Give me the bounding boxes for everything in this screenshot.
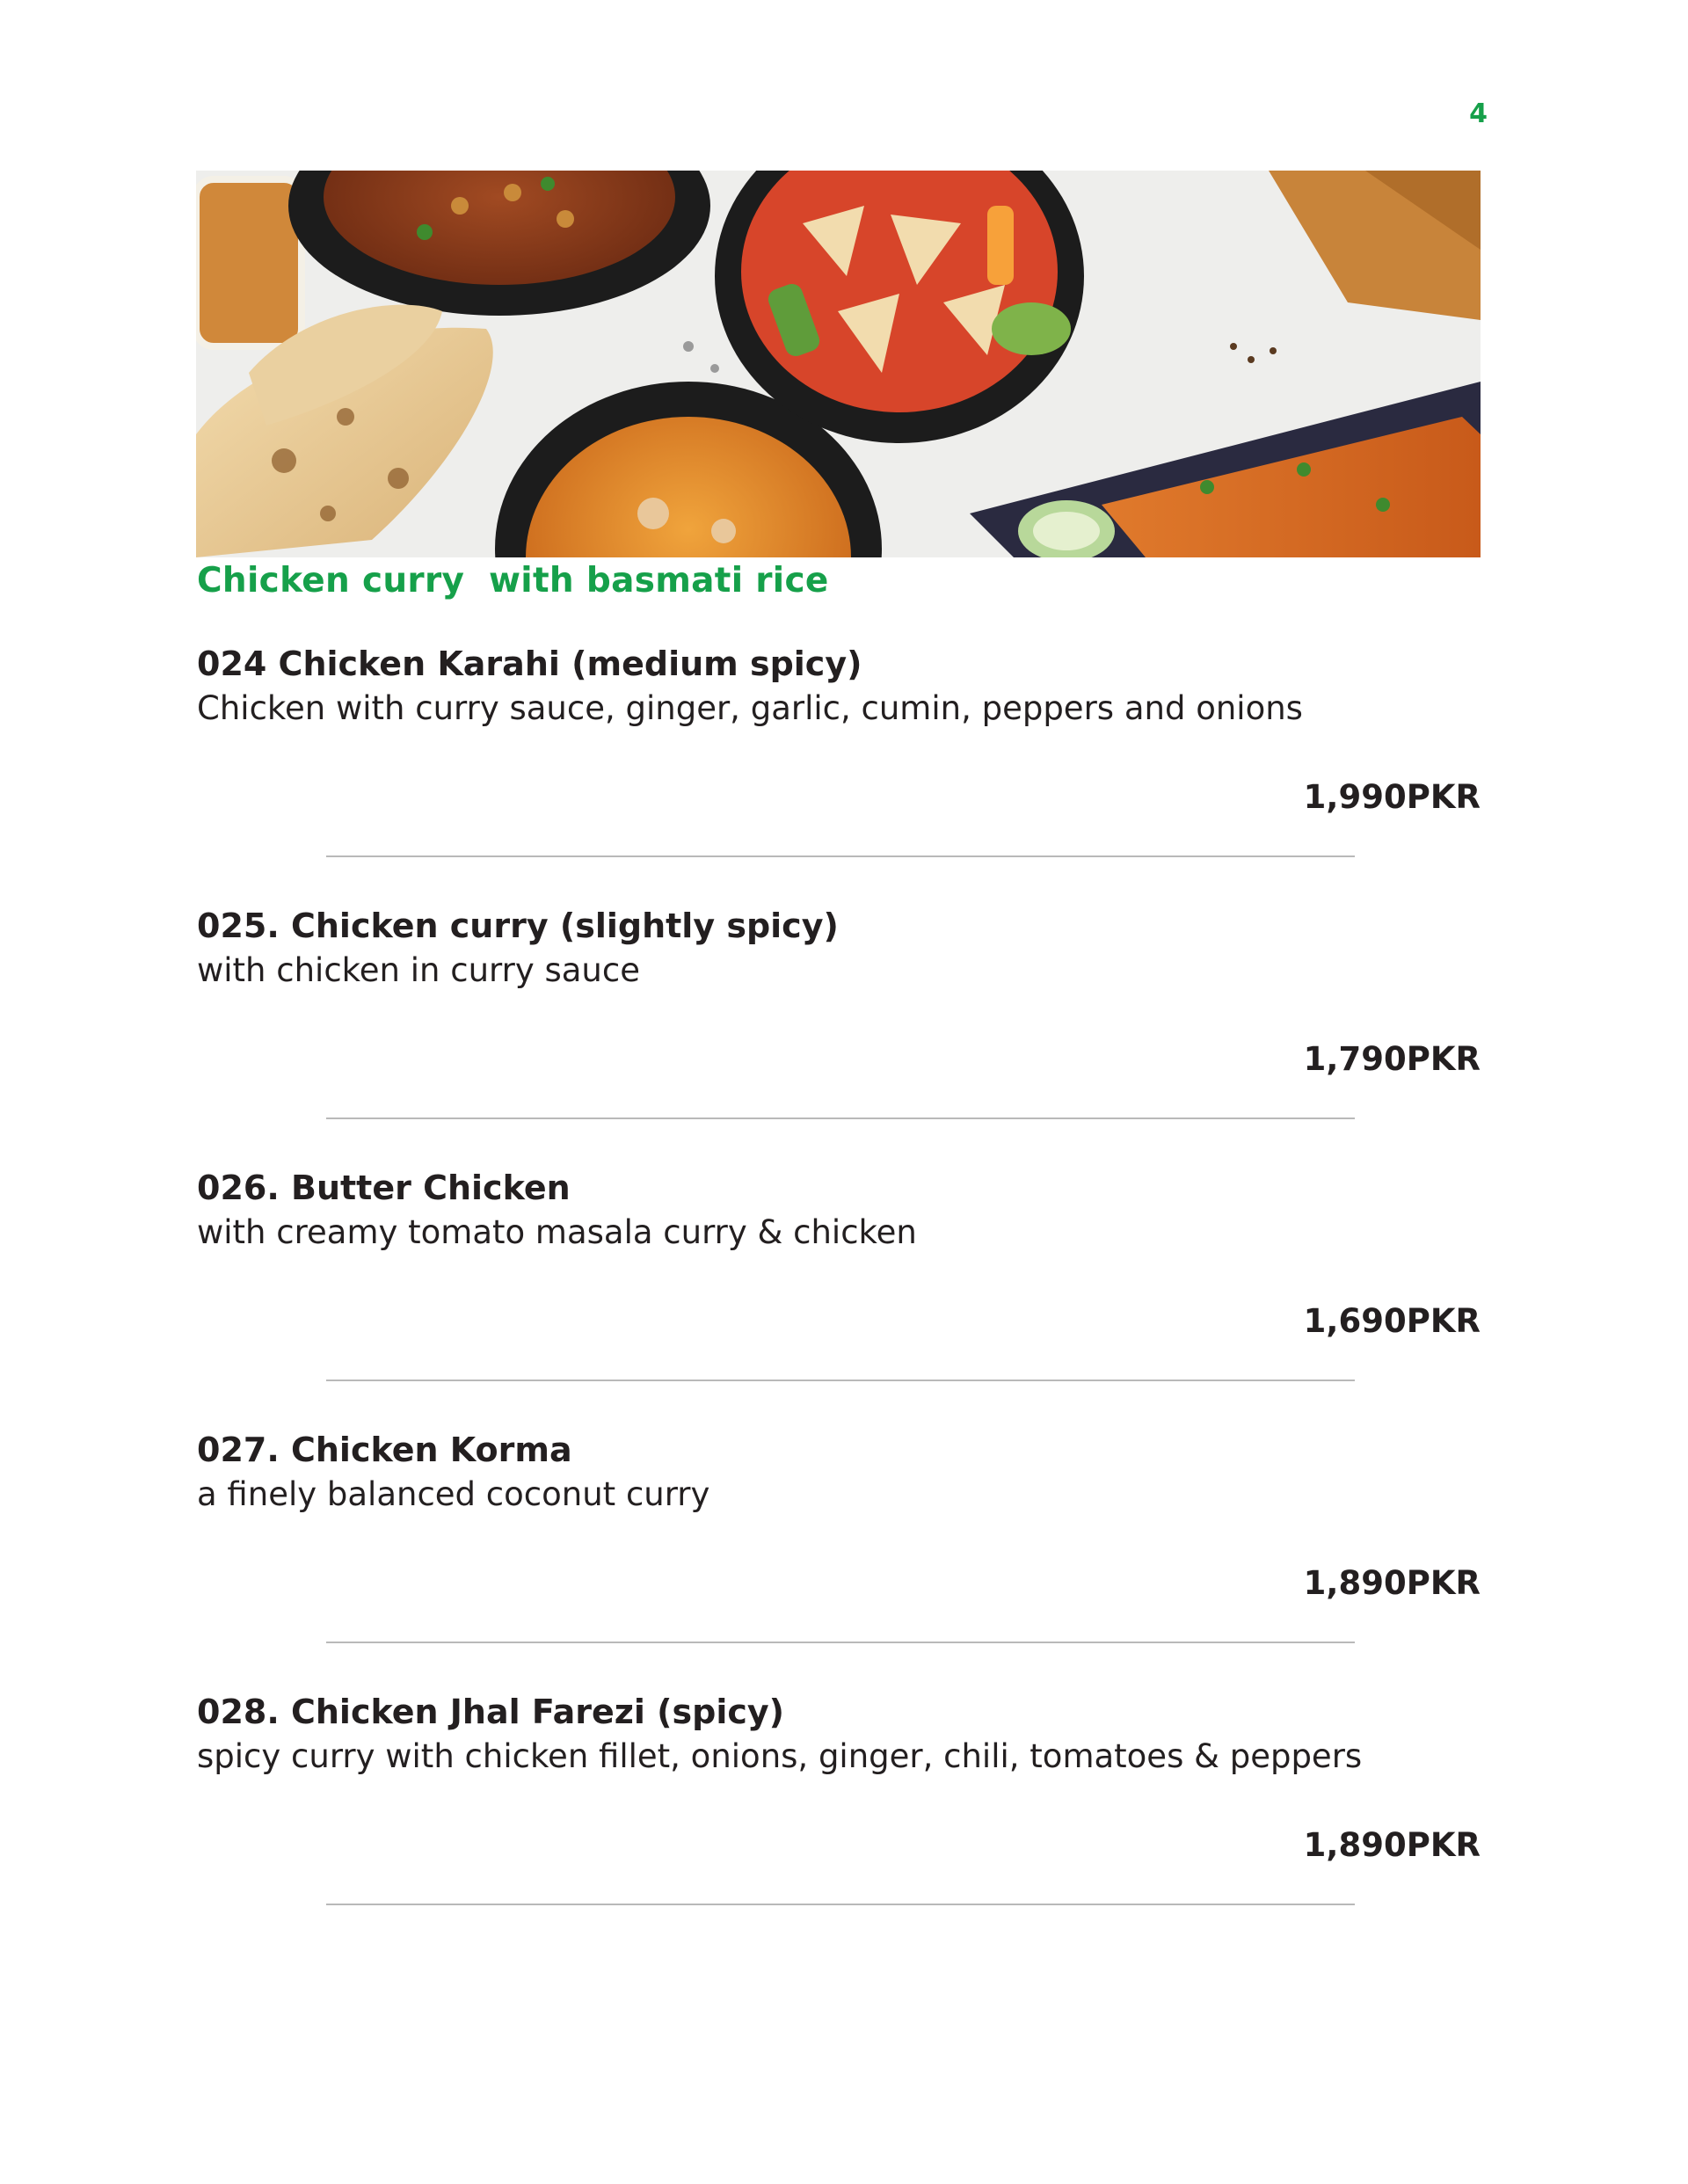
menu-item: [197, 1166, 1481, 1428]
item-price: 1,890PKR: [1303, 1564, 1481, 1602]
item-name: 024 Chicken Karahi (medium spicy): [197, 644, 862, 683]
item-name: 026. Butter Chicken: [197, 1168, 571, 1207]
divider: [326, 1642, 1355, 1643]
menu-item: [197, 904, 1481, 1166]
item-description: spicy curry with chicken fillet, onions, ginger, chili, tomatoes & peppers: [197, 1737, 1363, 1775]
divider: [326, 1904, 1355, 1905]
menu-item: [197, 1690, 1481, 1952]
item-name: 027. Chicken Korma: [197, 1431, 572, 1469]
item-price: 1,690PKR: [1303, 1302, 1481, 1340]
menu-item: [197, 642, 1481, 904]
item-price: 1,790PKR: [1303, 1040, 1481, 1078]
item-name: 025. Chicken curry (slightly spicy): [197, 906, 839, 945]
food-illustration: [196, 171, 1481, 557]
item-description: with chicken in curry sauce: [197, 951, 640, 989]
item-name: 028. Chicken Jhal Farezi (spicy): [197, 1693, 785, 1731]
item-description: Chicken with curry sauce, ginger, garlic, cumin, peppers and onions: [197, 689, 1303, 727]
item-price: 1,890PKR: [1303, 1826, 1481, 1864]
item-description: a finely balanced coconut curry: [197, 1475, 710, 1513]
item-description: with creamy tomato masala curry & chicken: [197, 1213, 917, 1251]
item-price: 1,990PKR: [1303, 778, 1481, 816]
divider: [326, 855, 1355, 857]
food-banner-image: [196, 171, 1481, 557]
section-title: Chicken curry with basmati rice: [197, 561, 829, 601]
menu-item: [197, 1428, 1481, 1690]
divider: [326, 1380, 1355, 1381]
page-number: 4: [1469, 98, 1488, 129]
divider: [326, 1117, 1355, 1119]
menu-list: [197, 642, 1481, 1952]
